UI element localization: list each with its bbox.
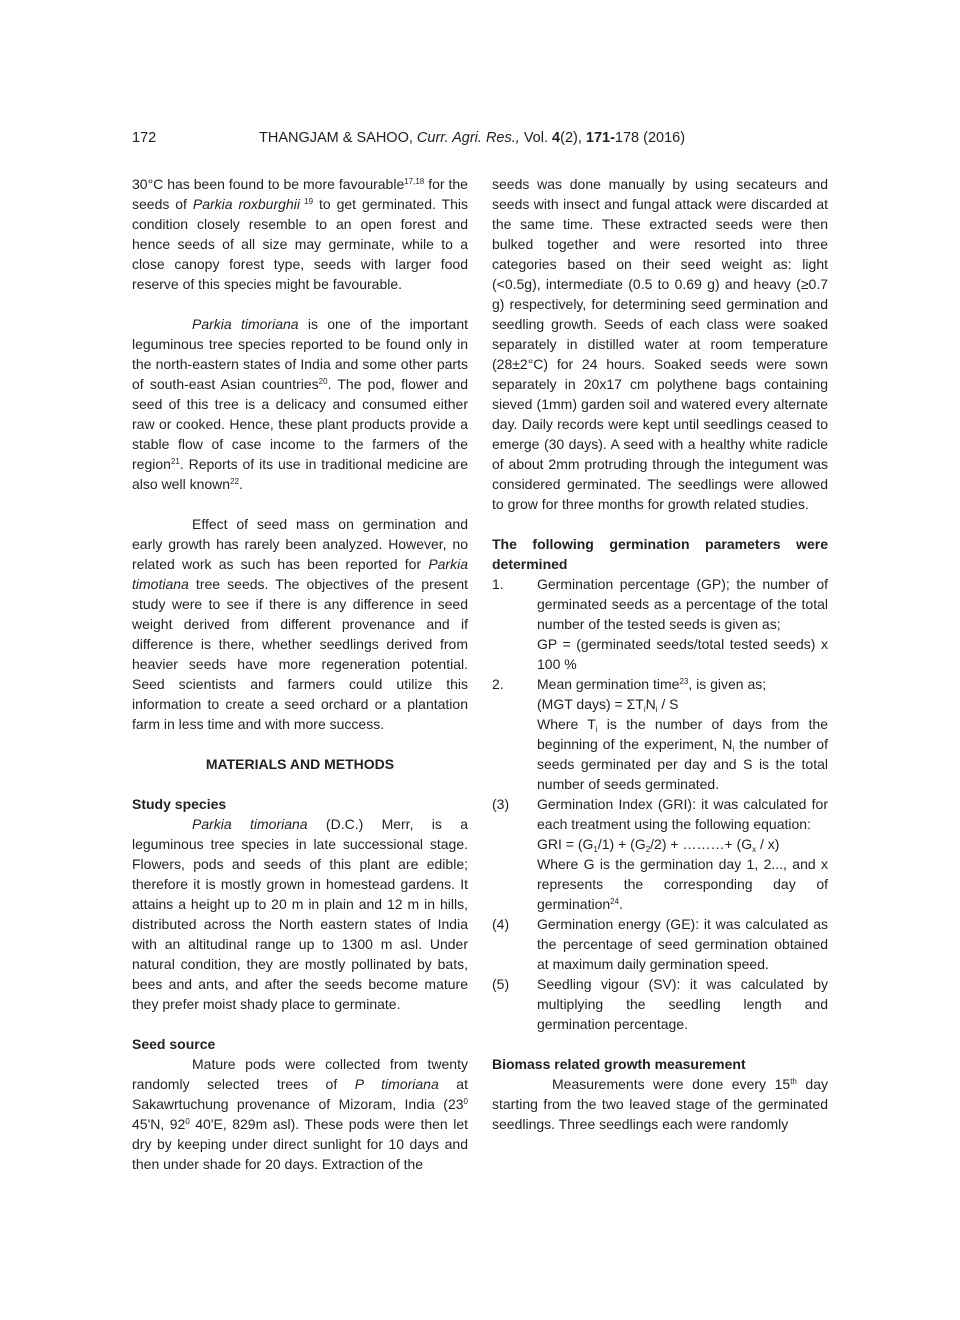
species-name: Parkia timoriana bbox=[192, 816, 308, 832]
reference: 23 bbox=[679, 677, 689, 686]
species-name: Parkia roxburghii bbox=[192, 196, 300, 212]
reference: 22 bbox=[230, 477, 239, 486]
reference: 21 bbox=[170, 457, 180, 466]
left-column bbox=[132, 174, 468, 1174]
formula: GRI = $(G_1/1) + (G_2/2)$ + ………+ $(G_x / x)$ bbox=[537, 836, 780, 854]
authors: THANGJAM & SAHOO, bbox=[259, 130, 413, 146]
list-item: (3) Germination Index (GRI): it was calculated for each treatment using the following equation: GRI = $(G_1/1) + (G_2/2)$ + ………+ $(G_x / x)$ Where G is the germination day 1, 2..., and x represents the corresponding day of germination$^{24}$. bbox=[492, 796, 828, 912]
section-title: MATERIALS AND METHODS bbox=[205, 756, 395, 772]
list-number: 2. bbox=[492, 676, 504, 692]
list-number: (5) bbox=[492, 976, 510, 992]
volume-number: 4 bbox=[552, 130, 561, 146]
species-name: Parkia timotiana bbox=[132, 556, 468, 592]
list-item: (4) Germination energy (GE): it was calculated as the percentage of seed germination obtained at maximum daily germination speed. bbox=[492, 916, 828, 972]
paragraph: Parkia timoriana (D.C.) Merr, is a leguminous tree species in late successional stage. Flowers, pods and seeds of this plant are edible; therefore it is mostly grown in homestead gardens. It attains a height up to 20 m in plain and 12 m in hills, distributed across the North eastern states of India with an altitudinal range up to 1300 m asl. Under natural condition, they are mostly pollinated by bats, bees and ants, and after the seeds become mature they prefer moist shady place to germinate. bbox=[132, 816, 469, 1012]
reference: 17,18 bbox=[404, 177, 425, 186]
reference: 20 bbox=[318, 377, 328, 386]
species-name: Parkia timoriana bbox=[192, 316, 299, 332]
journal-name: Curr. Agri. Res., bbox=[416, 130, 520, 146]
paragraph: 30°C has been found to be more favourable$^{17,18}$ for the seeds of Parkia roxburghii $^{19}$ to get germinated. This condition closely resemble to an open forest and hence seeds of all size may germinate, while to a close canopy forest type, seeds with larger food reserve of this species might be favourable. bbox=[132, 176, 468, 292]
list-item: 1. Germination percentage (GP); the number of germinated seeds as a percentage of the total number of the tested seeds is given as; GP = (germinated seeds/total tested seeds) x 100 % bbox=[492, 576, 828, 672]
volume-label: Vol. bbox=[523, 130, 548, 146]
paragraph: Measurements were done every 15th day starting from the two leaved stage of the germinated seedlings. Three seedlings each were randomly bbox=[492, 1076, 829, 1132]
subsection-heading: Seed source bbox=[132, 1036, 216, 1052]
list-number: (3) bbox=[492, 796, 510, 812]
list-item: (5) Seedling vigour (SV): it was calculated by multiplying the seedling length and germination percentage. bbox=[492, 976, 828, 1032]
right-column bbox=[492, 174, 828, 1134]
subsection-heading: Study species bbox=[132, 796, 227, 812]
formula: (MGT days) = $\Sigma T_iN_i$ / S bbox=[537, 696, 679, 714]
formula: GP = (germinated seeds/total tested seeds) x 100 % bbox=[537, 636, 828, 672]
page-number: 172 bbox=[132, 130, 157, 146]
page-range-end: 178 (2016) bbox=[614, 130, 686, 146]
page-range-start: 171- bbox=[585, 130, 615, 146]
citation-line bbox=[259, 130, 685, 146]
paragraph: Parkia timoriana is one of the important leguminous tree species reported to be found only in the north-eastern states of India and some other parts of south-east Asian countries$^{20}$. The pod, flower and seed of this tree is a delicacy and consumed either raw or cooked. Hence, these plant products provide a stable flow of case income to the farmers of the region$^{21}$. Reports of its use in traditional medicine are also well known$^{22}$. bbox=[132, 316, 468, 492]
paragraph: seeds was done manually by using secateurs and seeds with insect and fungal attack were discarded at the same time. These extracted seeds were then bulked together and were resorted into three categories based on their seed weight as: light (<0.5g), intermediate (0.5 to 0.69 g) and heavy (≥0.7 g) respectively, for determining seed germination and seedling growth. Seeds of each class were soaked separately in distilled water at room temperature (28±2°C) for 24 hours. Soaked seeds were sown separately in 20x17 cm polythene bags containing sieved (1mm) garden soil and watered every alternate day. Daily records were kept until seedlings ceased to emerge (30 days). A seed with a healthy white radicle of about 2mm protruding through the integument was considered germinated. The seedlings were allowed to grow for three months for growth related studies. bbox=[492, 176, 828, 512]
subsection-heading: Biomass related growth measurement bbox=[492, 1056, 746, 1072]
subsection-heading: The following germination parameters were determined bbox=[492, 536, 828, 572]
species-name: P timoriana bbox=[354, 1076, 439, 1092]
paragraph: Mature pods were collected from twenty randomly selected trees of P timoriana at Sakawrtuchung provenance of Mizoram, India ($23^0$ 45'N, $92^0$ 40'E, 829m asl). These pods were then let dry by keeping under direct sunlight for 10 days and then under shade for 20 days. Extraction of the bbox=[132, 1056, 468, 1172]
list-number: 1. bbox=[492, 576, 504, 592]
list-number: (4) bbox=[492, 916, 510, 932]
reference: 24 bbox=[610, 897, 620, 906]
paragraph: Effect of seed mass on germination and early growth has rarely been analyzed. However, no related work as such has been reported for Parkia timotiana tree seeds. The objectives of the present study were to see if there is any difference in seed weight derived from different provenance and if difference is there, whether seedlings derived from heavier seeds have more regeneration potential. Seed scientists and farmers could utilize this information to create a seed orchard or a plantation farm in less time and with more success. bbox=[132, 516, 468, 732]
running-header bbox=[132, 130, 832, 150]
issue-number: (2), bbox=[560, 130, 582, 146]
list-item: 2. Mean germination time$^{23}$, is given as; (MGT days) = $\Sigma T_iN_i$ / S Where $T_i$ is the number of days from the beginning of the experiment, $N_i$ the number of seeds germinated per day and S is the total number of seeds germinated. bbox=[492, 676, 828, 792]
reference: 19 bbox=[299, 197, 314, 206]
